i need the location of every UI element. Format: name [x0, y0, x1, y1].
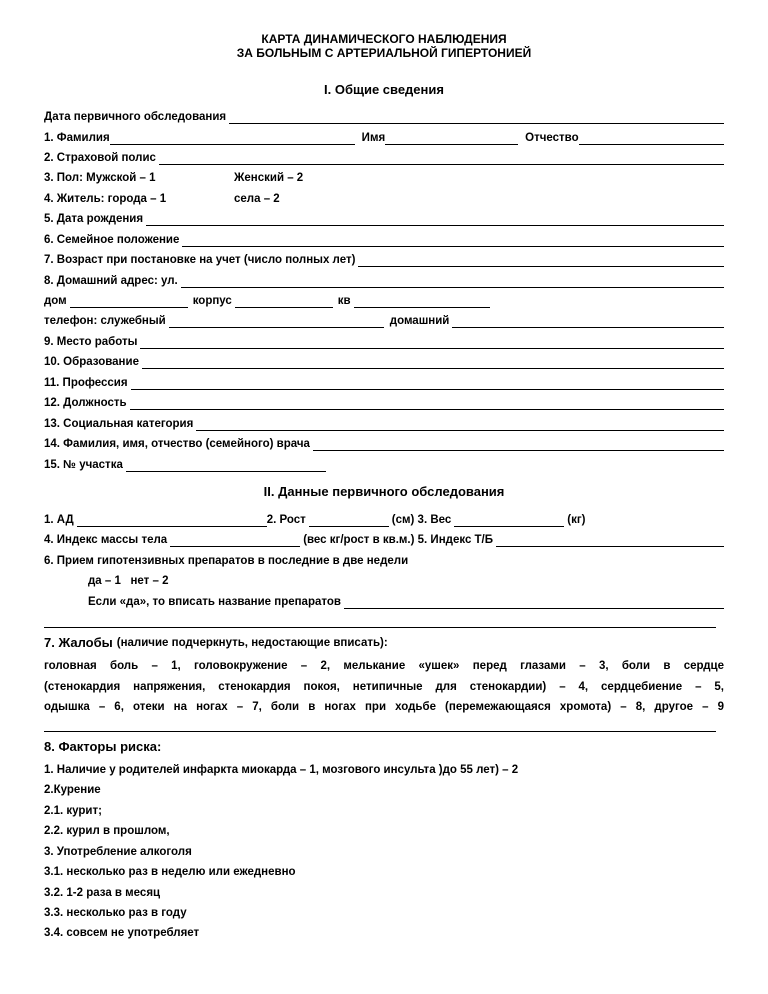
weight-field[interactable]	[454, 515, 564, 527]
firstname-field[interactable]	[385, 133, 518, 145]
phone-home-field[interactable]	[452, 316, 724, 328]
meds-extra-line[interactable]	[44, 627, 716, 628]
meds-label: 6. Прием гипотензивных препаратов в последние в две недели	[44, 555, 409, 567]
meds-options-row	[88, 574, 724, 588]
apartment-label: кв	[337, 295, 351, 307]
address-row	[44, 274, 724, 288]
profession-row	[44, 376, 724, 390]
insurance-field[interactable]	[159, 153, 724, 165]
complaints-heading: 7. Жалобы	[44, 635, 113, 650]
list-item: 3.4. совсем не употребляет	[44, 927, 200, 939]
list-item: 3.3. несколько раз в году	[44, 907, 187, 919]
firstname-label: Имя	[361, 132, 386, 144]
form-title-line1: КАРТА ДИНАМИЧЕСКОГО НАБЛЮДЕНИЯ	[261, 32, 507, 46]
age-field[interactable]	[358, 255, 724, 267]
exam-date-row	[44, 110, 724, 124]
birthdate-label: 5. Дата рождения	[44, 213, 144, 225]
education-field[interactable]	[142, 357, 724, 369]
phone-work-field[interactable]	[169, 316, 384, 328]
workplace-label: 9. Место работы	[44, 336, 138, 348]
house-row	[44, 294, 724, 308]
doctor-field[interactable]	[313, 439, 724, 451]
meds-options[interactable]: да – 1 нет – 2	[88, 575, 169, 587]
bmi-field[interactable]	[170, 535, 300, 547]
risk-heading: 8. Факторы риска:	[44, 739, 162, 754]
social-row	[44, 417, 724, 431]
marital-field[interactable]	[182, 235, 724, 247]
education-row	[44, 355, 724, 369]
position-row	[44, 396, 724, 410]
section-1-heading: I. Общие сведения	[324, 82, 444, 97]
surname-field[interactable]	[110, 133, 355, 145]
insurance-label: 2. Страховой полис	[44, 152, 156, 164]
resident-village-option[interactable]: села – 2	[234, 193, 280, 205]
list-item: 2.2. курил в прошлом,	[44, 825, 170, 837]
complaints-line-3: одышка – 6, отеки на ногах – 7, боли в ногах при ходьбе (перемежающаяся хромота) – 8, другое – 9	[44, 701, 724, 713]
name-row	[44, 131, 724, 145]
complaints-line-2: (стенокардия напряжения, стенокардия покоя, нетипичные для стенокардии) – 4, сердцебиение – 5,	[44, 681, 724, 693]
tb-index-field[interactable]	[496, 535, 724, 547]
resident-city-option[interactable]: 4. Житель: города – 1	[44, 193, 167, 205]
meds-names-label: Если «да», то вписать название препаратов	[88, 596, 341, 608]
birthdate-field[interactable]	[146, 214, 724, 226]
phone-home-label: домашний	[389, 315, 450, 327]
list-item: 3. Употребление алкоголя	[44, 846, 192, 858]
meds-names-row	[88, 595, 724, 609]
patronymic-label: Отчество	[525, 132, 579, 144]
marital-row	[44, 233, 724, 247]
street-field[interactable]	[181, 276, 724, 288]
meds-row	[44, 554, 724, 568]
list-item: 3.2. 1-2 раза в месяц	[44, 887, 161, 899]
section-2-heading: II. Данные первичного обследования	[263, 484, 505, 499]
building-field[interactable]	[235, 296, 333, 308]
meds-names-field[interactable]	[344, 597, 724, 609]
insurance-row	[44, 151, 724, 165]
resident-row	[44, 192, 724, 206]
sex-female-option[interactable]: Женский – 2	[234, 172, 304, 184]
doctor-label: 14. Фамилия, имя, отчество (семейного) врача	[44, 438, 310, 450]
district-row	[44, 458, 724, 472]
sex-row	[44, 171, 724, 185]
complaints-subheading: (наличие подчеркнуть, недостающие вписать):	[116, 637, 388, 649]
age-label: 7. Возраст при постановке на учет (число полных лет)	[44, 254, 356, 266]
phone-row	[44, 314, 724, 328]
district-label: 15. № участка	[44, 459, 123, 471]
birthdate-row	[44, 212, 724, 226]
ad-label: 1. АД	[44, 514, 74, 526]
complaints-line-1: головная боль – 1, головокружение – 2, мелькание «ушек» перед глазами – 3, боли в сердце	[44, 660, 724, 672]
height-field[interactable]	[309, 515, 389, 527]
patronymic-field[interactable]	[579, 133, 724, 145]
form-title-line2: ЗА БОЛЬНЫМ С АРТЕРИАЛЬНОЙ ГИПЕРТОНИЕЙ	[236, 46, 532, 60]
position-label: 12. Должность	[44, 397, 127, 409]
social-field[interactable]	[196, 419, 724, 431]
phone-work-label: телефон: служебный	[44, 315, 166, 327]
weight-label: (см) 3. Вес	[391, 514, 452, 526]
profession-label: 11. Профессия	[44, 377, 128, 389]
apartment-field[interactable]	[354, 296, 490, 308]
address-label: 8. Домашний адрес: ул.	[44, 275, 178, 287]
profession-field[interactable]	[131, 378, 724, 390]
list-item: 2.Курение	[44, 784, 101, 796]
complaints-extra-line[interactable]	[44, 731, 716, 732]
age-row	[44, 253, 724, 267]
ad-field[interactable]	[77, 515, 267, 527]
tb-index-label: (вес кг/рост в кв.м.) 5. Индекс Т/Б	[303, 534, 494, 546]
weight-unit: (кг)	[567, 514, 586, 526]
height-label: 2. Рост	[266, 514, 306, 526]
education-label: 10. Образование	[44, 356, 139, 368]
exam-date-label: Дата первичного обследования	[44, 111, 227, 123]
ad-row	[44, 513, 724, 527]
list-item: 1. Наличие у родителей инфаркта миокарда – 1, мозгового инсульта )до 55 лет) – 2	[44, 764, 519, 776]
house-field[interactable]	[70, 296, 188, 308]
house-label: дом	[44, 295, 67, 307]
district-field[interactable]	[126, 460, 326, 472]
doctor-row	[44, 437, 724, 451]
list-item: 3.1. несколько раз в неделю или ежедневно	[44, 866, 296, 878]
workplace-field[interactable]	[140, 337, 724, 349]
social-label: 13. Социальная категория	[44, 418, 194, 430]
exam-date-field[interactable]	[229, 112, 724, 124]
risk-heading-row	[44, 740, 724, 754]
workplace-row	[44, 335, 724, 349]
marital-label: 6. Семейное положение	[44, 234, 180, 246]
bmi-row	[44, 533, 724, 547]
list-item: 2.1. курит;	[44, 805, 102, 817]
complaints-heading-row	[44, 636, 724, 650]
sex-male-option[interactable]: 3. Пол: Мужской – 1	[44, 172, 156, 184]
surname-label: 1. Фамилия	[44, 132, 110, 144]
position-field[interactable]	[130, 398, 724, 410]
bmi-label: 4. Индекс массы тела	[44, 534, 168, 546]
building-label: корпус	[192, 295, 232, 307]
